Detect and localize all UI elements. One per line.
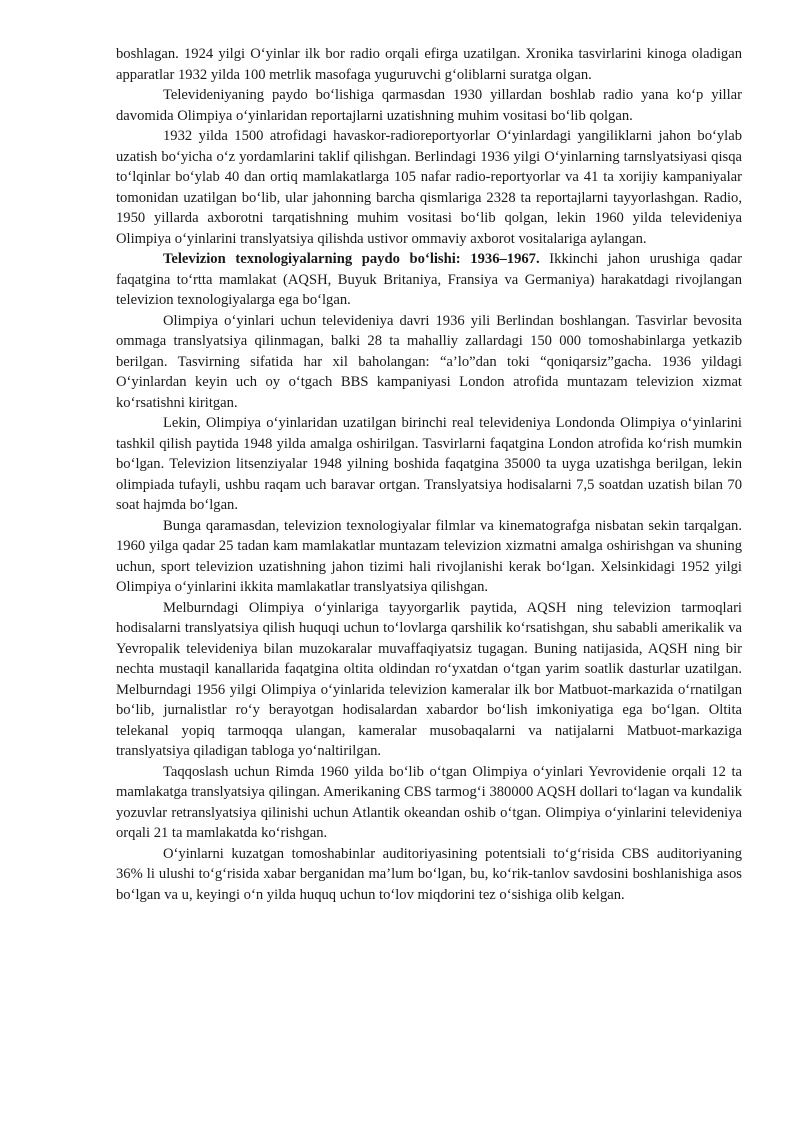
paragraph-text: boshlagan. 1924 yilgi O‘yinlar ilk bor radio orqali efirga uzatilgan. Xronika tasvirlarini kinoga oladigan apparatlar 1932 yilda 100 metrlik masofaga yuguruvchi g‘oliblarni suratga olgan. <box>116 46 742 83</box>
paragraph <box>116 126 742 249</box>
paragraph <box>116 844 742 906</box>
paragraph-text: Televideniyaning paydo bo‘lishiga qarmasdan 1930 yillardan boshlab radio yana ko‘p yillar davomida Olimpiya o‘yinlaridan reportajlarni uzatishning muhim vositasi bo‘lib qolgan. <box>116 87 742 124</box>
paragraph <box>116 598 742 762</box>
paragraph-text: Lekin, Olimpiya o‘yinlaridan uzatilgan birinchi real televideniya Londonda Olimpiya o‘yinlarini tashkil qilish paytida 1948 yilda amalga oshirilgan. Tasvirlarni faqatgina London atrofida ko‘rish mumkin bo‘lgan. Televizion litsenziyalar 1948 yilning boshida faqatgina 35000 ta uyga uzatishga berilgan, lekin olimpiada tufayli, ushbu raqam uch baravar ortgan. Translyatsiya hodisalarni 7,5 soatdan uzatish bilan 70 soat hajmda bo‘lgan. <box>116 415 742 513</box>
paragraph-text: Taqqoslash uchun Rimda 1960 yilda bo‘lib o‘tgan Olimpiya o‘yinlari Yevrovidenie orqali 12 ta mamlakatga translyatsiya qilingan. Amerikaning CBS tarmog‘i 380000 AQSH dollari to‘lagan va kundalik yozuvlar retranslyatsiya qilinishi uchun Atlantik okeandan oshib o‘tgan. Olimpiya o‘yinlarini televideniya orqali 21 ta mamlakatda ko‘rishgan. <box>116 763 742 841</box>
paragraph-text: O‘yinlarni kuzatgan tomoshabinlar auditoriyasining potentsiali to‘g‘risida CBS auditoriyaning 36% li ulushi to‘g‘risida xabar berganidan ma’lum bo‘lgan, bu, ko‘rik-tanlov savdosini boshlanishiga asos bo‘lgan va u, keyingi o‘n yilda huquq uchun to‘lov miqdorini tez o‘sishiga olib kelgan. <box>116 845 742 903</box>
paragraph-text: Bunga qaramasdan, televizion texnologiyalar filmlar va kinematografga nisbatan sekin tarqalgan. 1960 yilga qadar 25 tadan kam mamlakatlar muntazam televizion xizmatni amalga oshirishgan va shuning uchun, sport televizion uzatishning jahon tizimi hali rivojlanishi kerak bo‘lgan. Xelsinkidagi 1952 yilgi Olimpiya o‘yinlarini ikkita mamlakatlar translyatsiya qilishgan. <box>116 517 742 595</box>
paragraph <box>116 249 742 311</box>
document-page <box>116 44 742 905</box>
paragraph <box>116 762 742 844</box>
paragraph-text: Melburndagi Olimpiya o‘yinlariga tayyorgarlik paytida, AQSH ning televizion tarmoqlari hodisalarni translyatsiya qilish huquqi uchun to‘lovlarga qarshilik ko‘rsatishgan, shu sababli amerikalik va Yevropalik televideniya bilan muzokaralar muvaffaqiyatsiz tugagan. Buning natijasida, AQSH ning bir nechta mustaqil kanallarida faqatgina oltita oldindan ro‘yxatdan o‘tgan yarim soatlik dasturlar uzatilgan. Melburndagi 1956 yilgi Olimpiya o‘yinlarida televizion kameralar ilk bor Matbuot-markazida o‘rnatilgan bo‘lib, jurnalistlar ro‘y berayotgan hodisalardan xabardor bo‘lish imkoniyatiga ega bo‘lgan. Oltita telekanal yopiq tarmoqqa ulangan, kameralar musobaqalarni va natijalarni Matbuot-markaziga translyatsiya qiladigan tabloga yo‘naltirilgan. <box>116 599 742 759</box>
paragraph-text: Olimpiya o‘yinlari uchun televideniya davri 1936 yili Berlindan boshlangan. Tasvirlar bevosita ommaga translyatsiya qilinmagan, balki 28 ta mahalliy zallardagi 150 000 tomoshabinlarga yetkazib berilgan. Tasvirning sifatida har xil baholangan: “a’lo”dan toki “qoniqarsiz”gacha. 1936 yildagi O‘yinlardan keyin uch oy o‘tgach BBS kampaniyasi London atrofida muntazam televizion xizmat ko‘rsatishni kiritgan. <box>116 312 742 411</box>
paragraph <box>116 413 742 516</box>
paragraph <box>116 311 742 414</box>
paragraph <box>116 44 742 85</box>
paragraph-text: 1932 yilda 1500 atrofidagi havaskor-radioreportyorlar O‘yinlardagi yangiliklarni jahon bo‘ylab uzatish bo‘yicha o‘z yordamlarini taklif qilishgan. Berlindagi 1936 yilgi O‘yinlarning tarnslyatsiyasi qisqa to‘lqinlar bo‘ylab 40 dan ortiq mamlakatlarga 105 nafar radio-reportyorlar va 41 ta xorijiy kampaniyalar tomonidan uzatilgan bo‘lib, ular jahonning barcha qismlariga 2328 ta reportajlarni tayyorlashgan. Radio, 1950 yillarda axborotni tarqatishning muhim vositasi bo‘lib qolgan, lekin 1960 yilda televideniya Olimpiya o‘yinlarini translyatsiya qilishda ustivor ommaviy axborot vositalariga aylangan. <box>116 128 742 247</box>
paragraph-text: Ikkinchi jahon urushiga qadar faqatgina to‘rtta mamlakat (AQSH, Buyuk Britaniya, Fransiya va Germaniya) harakatdagi rivojlangan televizion texnologiyalarga ega bo‘lgan. <box>116 251 742 308</box>
paragraph <box>116 85 742 126</box>
section-heading: Televizion texnologiyalarning paydo bo‘lishi: 1936–1967. <box>163 251 540 267</box>
paragraph <box>116 516 742 598</box>
